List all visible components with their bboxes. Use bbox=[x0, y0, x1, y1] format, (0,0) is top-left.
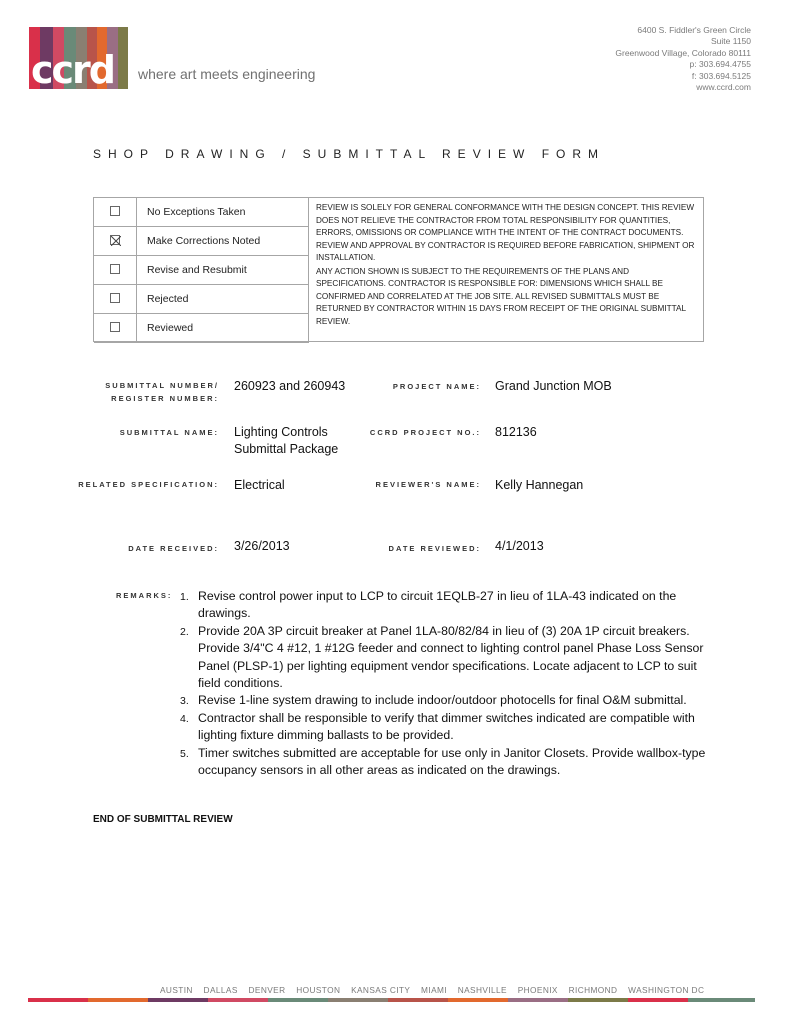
city-item: RICHMOND bbox=[568, 985, 618, 995]
checkbox-cell bbox=[94, 285, 137, 313]
footer-bar-segment bbox=[88, 998, 148, 1002]
city-item: WASHINGTON DC bbox=[628, 985, 705, 995]
footer-bar-segment bbox=[268, 998, 328, 1002]
remark-text: Provide 20A 3P circuit breaker at Panel 1LA-80/82/84 in lieu of (3) 20A 1P circuit breakers. Provide 3/4"C 4 #12, 1 #12G feeder and connect to lighting control panel Phase Loss Sensor Panel (PLSP-1) per lighting equipment vendor specifications. Locate adjacent to LCP to suit field conditions. bbox=[198, 623, 704, 691]
remark-number: 4. bbox=[180, 712, 189, 725]
option-label: Revise and Resubmit bbox=[147, 264, 247, 276]
footer-bar-segment bbox=[628, 998, 688, 1002]
remark-item bbox=[176, 692, 706, 709]
checkbox-reviewed[interactable] bbox=[110, 322, 120, 332]
option-label: Rejected bbox=[147, 293, 189, 305]
company-address bbox=[615, 25, 751, 93]
related-specification-label: RELATED SPECIFICATION: bbox=[78, 480, 219, 489]
submittal-name-label: SUBMITTAL NAME: bbox=[119, 428, 219, 437]
address-line: Greenwood Village, Colorado 80111 bbox=[615, 47, 751, 58]
address-line: Suite 1150 bbox=[710, 36, 751, 47]
footer-bar-segment bbox=[508, 998, 568, 1002]
remark-number: 2. bbox=[180, 625, 189, 638]
review-option-row[interactable] bbox=[94, 227, 309, 256]
remark-text: Timer switches submitted are acceptable for use only in Janitor Closets. Provide wallbox-type occupancy sensors in all other areas as indicated on the drawings. bbox=[198, 745, 706, 778]
city-item: MIAMI bbox=[421, 985, 448, 995]
remark-item bbox=[176, 623, 706, 693]
footer-bar-segment bbox=[448, 998, 508, 1002]
review-option-row[interactable] bbox=[94, 256, 309, 285]
review-disclaimer bbox=[316, 202, 699, 329]
checkbox-no-exceptions-taken[interactable] bbox=[110, 206, 120, 216]
option-label: Reviewed bbox=[147, 322, 194, 334]
city-item: NASHVILLE bbox=[457, 985, 507, 995]
footer-bar-segment bbox=[388, 998, 448, 1002]
city-item: DALLAS bbox=[203, 985, 238, 995]
checkbox-cell bbox=[94, 198, 137, 226]
reviewer-name-value: Kelly Hannegan bbox=[495, 478, 584, 492]
office-cities bbox=[160, 985, 712, 995]
checkbox-rejected[interactable] bbox=[110, 293, 120, 303]
remarks-list bbox=[176, 588, 706, 779]
address-line: 6400 S. Fiddler's Green Circle bbox=[637, 25, 751, 35]
end-of-review-note: END OF SUBMITTAL REVIEW bbox=[93, 814, 233, 825]
city-item: PHOENIX bbox=[517, 985, 558, 995]
fax: f: 303.694.5125 bbox=[691, 70, 751, 81]
ccrd-project-no-value: 812136 bbox=[495, 425, 537, 439]
remark-number: 3. bbox=[180, 695, 189, 708]
phone: p: 303.694.4755 bbox=[689, 59, 751, 70]
submittal-number-value: 260923 and 260943 bbox=[234, 379, 346, 393]
checkbox-cell bbox=[94, 314, 137, 342]
disclaimer-paragraph: ANY ACTION SHOWN IS SUBJECT TO THE REQUIREMENTS OF THE PLANS AND SPECIFICATIONS. CONTRACTOR IS RESPONSIBLE FOR: DIMENSIONS WHICH SHALL BE CONFIRMED AND CORRELATED AT THE JOB SITE. ALL REVISED SUBMITTALS MUST BE RETURNED BY CONTRACTOR WITHIN 15 DAYS FROM RECEIPT OF THE ORIGINAL SUBMITTAL REVIEW. bbox=[316, 266, 686, 326]
remarks-label: REMARKS: bbox=[116, 591, 173, 600]
remark-number: 1. bbox=[180, 591, 189, 603]
footer-bar-segment bbox=[148, 998, 208, 1002]
project-name-label: PROJECT NAME: bbox=[392, 382, 481, 391]
ccrd-project-no-label: CCRD PROJECT NO.: bbox=[369, 428, 481, 437]
review-option-row[interactable] bbox=[94, 198, 309, 227]
footer-bar-segment bbox=[568, 998, 628, 1002]
footer-bar-segment bbox=[328, 998, 388, 1002]
date-reviewed-label: DATE REVIEWED: bbox=[388, 544, 481, 553]
remark-text: Revise control power input to LCP to circuit 1EQLB-27 in lieu of 1LA-43 indicated on the drawings. bbox=[198, 589, 677, 621]
checkbox-make-corrections-noted[interactable] bbox=[110, 235, 120, 245]
submittal-number-label: SUBMITTAL NUMBER/ bbox=[105, 381, 219, 390]
check-x-icon bbox=[111, 236, 121, 246]
related-specification-value: Electrical bbox=[234, 478, 285, 492]
remark-item bbox=[176, 588, 706, 623]
submittal-name-value-line2: Submittal Package bbox=[234, 442, 339, 456]
footer-bar-segment bbox=[688, 998, 755, 1002]
review-option-row[interactable] bbox=[94, 285, 309, 314]
review-action-table bbox=[93, 197, 704, 342]
city-item: AUSTIN bbox=[160, 985, 193, 995]
option-label: No Exceptions Taken bbox=[147, 206, 246, 218]
option-label: Make Corrections Noted bbox=[147, 235, 261, 247]
register-number-label: REGISTER NUMBER: bbox=[111, 394, 219, 403]
website: www.ccrd.com bbox=[696, 82, 751, 93]
city-item: DENVER bbox=[248, 985, 286, 995]
footer-bar-segment bbox=[208, 998, 268, 1002]
footer-bar-segment bbox=[28, 998, 88, 1002]
disclaimer-paragraph: REVIEW IS SOLELY FOR GENERAL CONFORMANCE WITH THE DESIGN CONCEPT. THIS REVIEW DOES NOT RELIEVE THE CONTRACTOR FROM TOTAL RESPONSIBILITY FOR QUANTITIES, ERRORS, OMISSIONS OR COMPLIANCE WITH THE INTENT OF THE CONTRACT DOCUMENTS. REVIEW AND APPROVAL BY CONTRACTOR IS REQUIRED BEFORE FABRICATION, SHIPMENT OR INSTALLATION. bbox=[316, 203, 695, 262]
remark-text: Contractor shall be responsible to verify that dimmer switches indicated are compatible with lighting fixture dimming ballasts to be provided. bbox=[198, 710, 695, 743]
footer-color-bar bbox=[28, 998, 755, 1002]
city-item: HOUSTON bbox=[296, 985, 341, 995]
checkbox-revise-and-resubmit[interactable] bbox=[110, 264, 120, 274]
review-option-row[interactable] bbox=[94, 314, 309, 343]
remark-item bbox=[176, 745, 706, 780]
ccrd-logo bbox=[29, 27, 128, 89]
table-divider bbox=[308, 198, 309, 341]
project-name-value: Grand Junction MOB bbox=[495, 379, 612, 393]
logo-text: ccrd bbox=[31, 48, 114, 89]
tagline: where art meets engineering bbox=[138, 66, 316, 82]
remark-item bbox=[176, 710, 706, 745]
checkbox-cell bbox=[94, 256, 137, 284]
date-received-label: DATE RECEIVED: bbox=[128, 544, 219, 553]
city-item: KANSAS CITY bbox=[351, 985, 411, 995]
checkbox-cell bbox=[94, 227, 137, 255]
remark-number: 5. bbox=[180, 747, 189, 760]
date-received-value: 3/26/2013 bbox=[234, 539, 290, 553]
form-title: SHOP DRAWING / SUBMITTAL REVIEW FORM bbox=[93, 147, 606, 161]
remark-text: Revise 1-line system drawing to include indoor/outdoor photocells for final O&M submittal. bbox=[198, 693, 687, 708]
submittal-name-value: Lighting Controls bbox=[234, 425, 328, 439]
date-reviewed-value: 4/1/2013 bbox=[495, 539, 544, 553]
reviewer-name-label: REVIEWER'S NAME: bbox=[375, 480, 481, 489]
